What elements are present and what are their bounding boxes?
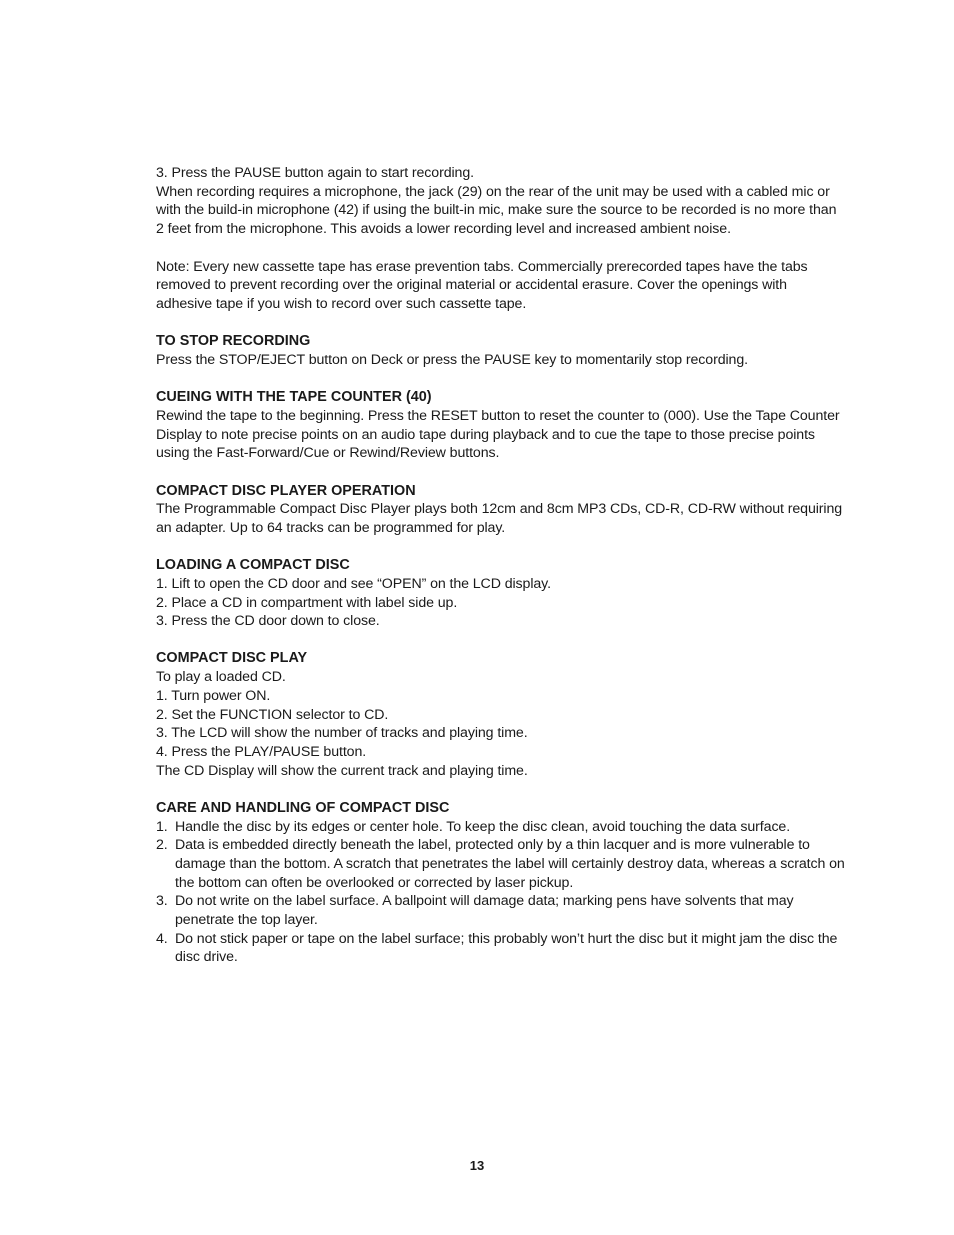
list-item: 1. Lift to open the CD door and see “OPEN” on the LCD display. — [156, 575, 551, 592]
microphone-paragraph: When recording requires a microphone, the jack (29) on the rear of the unit may be used with a cabled mic or with the build-in microphone (42) if using the built-in mic, make sure the source to be recorded is no more than 2 feet from the microphone. This avoids a lower recording level and increased ambient noise. — [156, 183, 837, 238]
list-number: 3. — [156, 893, 168, 910]
list-item — [156, 818, 846, 837]
recording-step-3: 3. Press the PAUSE button again to start recording. — [156, 165, 474, 181]
manual-page — [156, 164, 846, 986]
list-item — [156, 930, 846, 967]
section-body: Rewind the tape to the beginning. Press the RESET button to reset the counter to (000). Use the Tape Counter Display to note precise points on an audio tape during playback and to cue the tape to those precise points using the Fast-Forward/Cue or Rewind/Review buttons. — [156, 407, 840, 462]
cueing-section — [156, 388, 846, 463]
list-item — [156, 836, 846, 892]
list-text: Data is embedded directly beneath the label, protected only by a thin lacquer and is more vulnerable to damage than the bottom. A scratch that penetrates the label will certainly destroy data, whereas a scratch on the bottom can often be overlooked or corrected by laser pickup. — [175, 837, 845, 891]
list-item: 2. Set the FUNCTION selector to CD. — [156, 706, 389, 723]
cd-operation-section — [156, 482, 846, 538]
list-text: Do not stick paper or tape on the label surface; this probably won’t hurt the disc but it might jam the disc the disc drive. — [175, 930, 838, 966]
section-body: Press the STOP/EJECT button on Deck or press the PAUSE key to momentarily stop recording. — [156, 352, 748, 368]
list-item: The CD Display will show the current track and playing time. — [156, 762, 528, 779]
note-paragraph: Note: Every new cassette tape has erase prevention tabs. Commercially prerecorded tapes have the tabs removed to prevent recording over the original material or accidental erasure. Cover the openings with adhesive tape if you wish to record over such cassette tape. — [156, 258, 808, 312]
list-item: To play a loaded CD. — [156, 669, 286, 686]
list-text: Do not write on the label surface. A ballpoint will damage data; marking pens have solvents that may penetrate the top layer. — [175, 893, 794, 929]
list-item: 2. Place a CD in compartment with label side up. — [156, 594, 458, 611]
list-number: 1. — [156, 818, 168, 835]
care-section — [156, 799, 846, 967]
section-heading: CUEING WITH THE TAPE COUNTER (40) — [156, 389, 432, 406]
list-item: 3. Press the CD door down to close. — [156, 613, 380, 630]
stop-recording-section — [156, 332, 846, 369]
list-number: 2. — [156, 837, 168, 854]
cd-play-section — [156, 649, 846, 780]
section-heading: COMPACT DISC PLAY — [156, 650, 308, 667]
loading-section — [156, 556, 846, 631]
section-body: The Programmable Compact Disc Player plays both 12cm and 8cm MP3 CDs, CD-R, CD-RW without requiring an adapter. Up to 64 tracks can be programmed for play. — [156, 501, 843, 536]
section-heading: CARE AND HANDLING OF COMPACT DISC — [156, 799, 450, 816]
list-text: Handle the disc by its edges or center hole. To keep the disc clean, avoid touching the data surface. — [175, 818, 791, 835]
list-item — [156, 892, 846, 929]
list-item: 3. The LCD will show the number of tracks and playing time. — [156, 725, 528, 742]
list-item: 4. Press the PLAY/PAUSE button. — [156, 743, 367, 760]
section-heading: LOADING A COMPACT DISC — [156, 557, 350, 574]
care-list — [156, 818, 846, 968]
page-number: 13 — [469, 1158, 485, 1173]
section-heading: COMPACT DISC PLAYER OPERATION — [156, 482, 416, 499]
list-number: 4. — [156, 930, 168, 947]
list-item: 1. Turn power ON. — [156, 687, 271, 704]
section-heading: TO STOP RECORDING — [156, 333, 311, 350]
intro-section — [156, 164, 846, 332]
